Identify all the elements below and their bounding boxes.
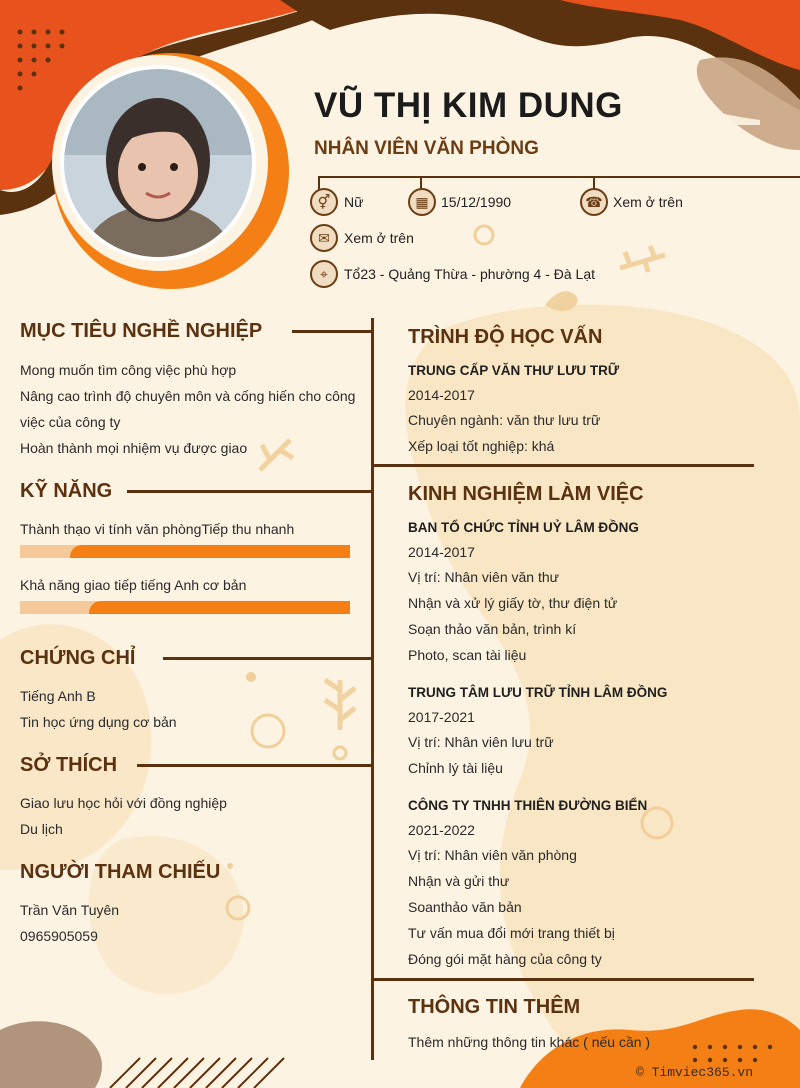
skill-label: Khả năng giao tiếp tiếng Anh cơ bản <box>20 577 247 593</box>
education-divider <box>372 464 754 467</box>
hobbies-line <box>137 764 372 767</box>
objective-line-2: Nâng cao trình độ chuyên môn và cống hiến cho công <box>20 388 356 404</box>
job-line: Soanthảo văn bản <box>408 899 522 915</box>
job-period: 2021-2022 <box>408 822 475 838</box>
email-icon: ✉ <box>310 224 338 252</box>
extra-title: THÔNG TIN THÊM <box>408 996 581 1018</box>
job-company: TRUNG TÂM LƯU TRỮ TỈNH LÂM ĐỒNG <box>408 685 668 700</box>
reference-phone: 0965905059 <box>20 928 98 944</box>
objective-line-1: Mong muốn tìm công việc phù hợp <box>20 362 237 378</box>
education-grade: Xếp loại tốt nghiệp: khá <box>408 438 555 454</box>
job-line: Soạn thảo văn bản, trình kí <box>408 621 577 637</box>
job-company: BAN TỔ CHỨC TỈNH UỶ LÂM ĐỒNG <box>408 520 639 535</box>
job-line: Vị trí: Nhân viên văn thư <box>408 569 559 585</box>
objective-line-4: Hoàn thành mọi nhiệm vụ được giao <box>20 440 248 456</box>
objective-line <box>292 330 372 333</box>
experience-divider <box>372 978 754 981</box>
job-line: Vị trí: Nhân viên lưu trữ <box>408 734 554 750</box>
job-company: CÔNG TY TNHH THIÊN ĐƯỜNG BIỂN <box>408 798 648 813</box>
education-school: TRUNG CẤP VĂN THƯ LƯU TRỮ <box>408 363 620 378</box>
phone-value: Xem ở trên <box>613 194 683 210</box>
email-value: Xem ở trên <box>344 230 414 246</box>
education-title: TRÌNH ĐỘ HỌC VẤN <box>408 326 603 348</box>
skill-label: Thành thạo vi tính văn phòngTiếp thu nhanh <box>20 521 295 537</box>
job-line: Nhận và gửi thư <box>408 873 510 889</box>
skill-bar <box>20 601 350 614</box>
column-divider <box>371 318 374 1060</box>
certificate-item: Tin học ứng dụng cơ bản <box>20 714 177 730</box>
hobby-item: Du lịch <box>20 821 63 837</box>
job-line: Tư vấn mua đổi mới trang thiết bị <box>408 925 615 941</box>
skill-bar-fill <box>70 545 351 558</box>
watermark: © Timviec365.vn <box>636 1065 754 1080</box>
hobbies-title: SỞ THÍCH <box>20 754 118 776</box>
job-period: 2017-2021 <box>408 709 475 725</box>
address-value: Tổ23 - Quảng Thừa - phường 4 - Đà Lạt <box>344 266 596 282</box>
phone-icon: ☎ <box>580 188 608 216</box>
skills-title: KỸ NĂNG <box>20 480 113 502</box>
references-title: NGƯỜI THAM CHIẾU <box>20 861 221 883</box>
calendar-icon: ▦ <box>408 188 436 216</box>
job-period: 2014-2017 <box>408 544 475 560</box>
education-period: 2014-2017 <box>408 387 475 403</box>
job-line: Nhận và xử lý giấy tờ, thư điện tử <box>408 595 618 611</box>
certificates-line <box>163 657 372 660</box>
reference-name: Trần Văn Tuyên <box>20 902 120 918</box>
candidate-name: VŨ THỊ KIM DUNG <box>314 86 623 125</box>
objective-title: MỤC TIÊU NGHỀ NGHIỆP <box>20 320 263 342</box>
gender-value: Nữ <box>344 194 364 210</box>
gender-icon: ⚥ <box>310 188 338 216</box>
job-line: Vị trí: Nhân viên văn phòng <box>408 847 577 863</box>
education-major: Chuyên ngành: văn thư lưu trữ <box>408 412 601 428</box>
location-icon: ⌖ <box>310 260 338 288</box>
profile-photo <box>60 65 256 261</box>
objective-line-3: việc của công ty <box>20 414 121 430</box>
skill-bar <box>20 545 350 558</box>
certificate-item: Tiếng Anh B <box>20 688 96 704</box>
birthday-value: 15/12/1990 <box>441 194 512 210</box>
job-line: Đóng gói mặt hàng của công ty <box>408 951 602 967</box>
extra-text: Thêm những thông tin khác ( nếu cần ) <box>408 1034 651 1050</box>
job-line: Photo, scan tài liệu <box>408 647 527 663</box>
experience-title: KINH NGHIỆM LÀM VIỆC <box>408 483 644 505</box>
hobby-item: Giao lưu học hỏi với đồng nghiệp <box>20 795 227 811</box>
skill-bar-fill <box>89 601 350 614</box>
header-divider <box>318 176 800 178</box>
job-title: NHÂN VIÊN VĂN PHÒNG <box>314 138 539 159</box>
skills-line <box>127 490 372 493</box>
job-line: Chỉnh lý tài liệu <box>408 760 503 776</box>
certificates-title: CHỨNG CHỈ <box>20 647 136 669</box>
